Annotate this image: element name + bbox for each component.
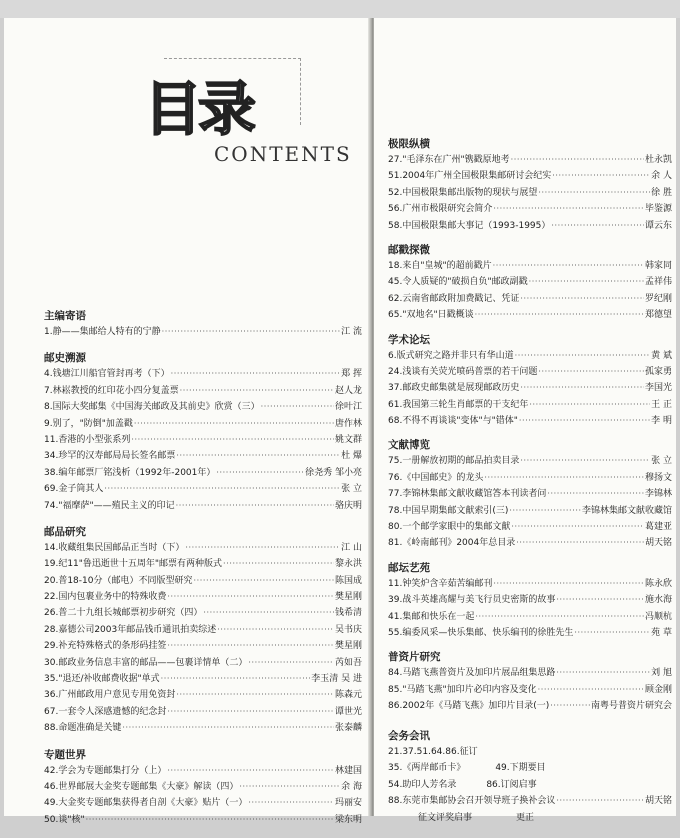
toc-entry <box>44 622 362 638</box>
entry-author: 南粤号普资片研究会 <box>590 701 672 712</box>
entry-title: 76.《中国邮史》的龙头 <box>388 472 484 483</box>
entry-title: 81.《岭南邮刊》2004年总目录 <box>388 538 516 549</box>
dot-leader <box>556 665 650 681</box>
dot-leader <box>193 573 334 589</box>
entry-title: 4.钱塘江川船官管封再考（下） <box>44 369 170 380</box>
toc-entry <box>388 274 672 290</box>
dot-leader <box>248 655 334 671</box>
entry-title: 68.不得不再谈谈"变体"与"错体" <box>388 416 518 427</box>
entry-author: 郑德望 <box>644 310 672 321</box>
entry-author: 梁东明 <box>334 814 362 825</box>
entry-title: 38.编年邮票厂铭浅析（1992年-2001年） <box>44 467 216 478</box>
dot-leader <box>538 682 644 698</box>
entry-author: 钱希清 <box>334 608 362 619</box>
toc-entry <box>388 625 672 641</box>
toc-entry <box>388 413 672 429</box>
dot-leader <box>131 432 334 448</box>
toc-entry <box>44 416 362 432</box>
dot-leader <box>547 486 644 502</box>
entry-author: 郑 挥 <box>341 369 362 380</box>
section-title: 专题世界 <box>44 748 86 761</box>
entry-author: 林建国 <box>334 765 362 776</box>
entry-title: 61.我国第三轮生肖邮票的干支纪年 <box>388 399 529 410</box>
dot-leader <box>176 498 334 514</box>
entry-title: 52.中国极限集邮出版物的现状与展望 <box>388 187 538 198</box>
entry-title: 74."福摩萨"——殖民主义的印记 <box>44 500 175 511</box>
entry-title: 18.来自"皇城"的超前戳片 <box>388 260 492 271</box>
toc-entry <box>44 638 362 654</box>
toc-entry <box>44 432 362 448</box>
dot-leader <box>223 556 334 572</box>
toc-entry <box>388 519 672 535</box>
top-margin <box>0 0 680 18</box>
entry-author: 张 立 <box>341 484 362 495</box>
dot-leader <box>520 380 644 396</box>
dot-leader <box>475 609 644 625</box>
dot-leader <box>161 671 311 687</box>
toc-entry <box>44 704 362 720</box>
right-page <box>374 18 676 823</box>
entry-author: 杜 爆 <box>341 451 362 462</box>
dot-leader <box>86 812 334 828</box>
entry-author: 黄 斌 <box>651 350 672 361</box>
dot-leader <box>538 185 650 201</box>
dot-leader <box>493 201 644 217</box>
contents-logo-en: CONTENTS <box>214 142 352 166</box>
entry-author: 徐尧秀 邹小亮 <box>305 467 362 478</box>
dot-leader <box>493 576 644 592</box>
dot-leader <box>538 364 644 380</box>
entry-author: 李锦林 <box>644 489 672 500</box>
entry-author: 张 立 <box>651 456 672 467</box>
entry-title: 8.国际大奖邮集《中国海关邮政及其前史》欣赏（三） <box>44 402 260 413</box>
entry-author: 唐作林 <box>334 418 362 429</box>
dot-leader <box>556 592 644 608</box>
section-title: 普资片研究 <box>388 651 441 664</box>
toc-entry <box>388 665 672 681</box>
toc-entry <box>44 556 362 572</box>
entry-title: 42.学会为专题邮集打分（上） <box>44 765 167 776</box>
entry-author: 陈永欣 <box>644 578 672 589</box>
entry-title: 11.钟笑炉含辛茹苦编邮刊 <box>388 578 493 589</box>
dot-leader <box>185 540 340 556</box>
dot-leader <box>511 152 644 168</box>
dot-leader <box>551 218 644 234</box>
toc-entry <box>44 448 362 464</box>
entry-title: 49.大金奖专题邮集获得者自剖《大豪》贴片（一） <box>44 798 248 809</box>
dot-leader <box>104 481 340 497</box>
entry-title: 6.版式研究之路并非只有华山道 <box>388 350 514 361</box>
toc-entry <box>388 609 672 625</box>
toc-section <box>388 560 672 642</box>
toc-entry <box>388 453 672 469</box>
entry-author: 李 明 <box>651 416 672 427</box>
dot-leader <box>519 413 650 429</box>
toc-section <box>388 437 672 551</box>
dot-leader <box>511 519 644 535</box>
entry-author: 姚文群 <box>334 434 362 445</box>
dot-leader <box>529 397 650 413</box>
entry-author: 谭云东 <box>644 220 672 231</box>
section-title: 文献博览 <box>388 439 430 452</box>
toc-entry <box>388 503 672 519</box>
entry-title: 35."退还/补收邮费收据"单式 <box>44 674 160 685</box>
toc-section <box>44 350 362 514</box>
toc-entry <box>44 573 362 589</box>
entry-author: 樊星刚 <box>334 592 362 603</box>
entry-author: 韩家同 <box>644 260 672 271</box>
toc-entry <box>44 465 362 481</box>
entry-author: 王 正 <box>651 399 672 410</box>
entry-title: 37.邮政史邮集就是展现邮政历史 <box>388 383 520 394</box>
toc-section <box>388 136 672 234</box>
entry-title: 78.中国早期集邮文献索引(三) <box>388 505 509 516</box>
dot-leader <box>493 258 644 274</box>
dot-leader <box>484 470 644 486</box>
entry-author: 樊星刚 <box>334 641 362 652</box>
section-title: 邮史溯源 <box>44 352 86 365</box>
dot-leader <box>217 622 334 638</box>
toc-entry <box>388 682 672 698</box>
dot-leader <box>509 503 581 519</box>
entry-author: 吴书庆 <box>334 624 362 635</box>
toc-entry <box>388 364 672 380</box>
entry-title: 9.别了，"防倒"加盖戳 <box>44 418 133 429</box>
entry-title: 34.珍罕的汉寿邮局局长签名邮票 <box>44 451 176 462</box>
huiwu-line: 征文评奖启事 更正 <box>418 812 535 823</box>
dot-leader <box>516 535 644 551</box>
dot-leader <box>216 465 304 481</box>
toc-entry <box>44 812 362 828</box>
entry-title: 41.集邮和快乐在一起 <box>388 611 475 622</box>
toc-entry <box>44 324 362 340</box>
contents-logo-cn: 目录 <box>144 75 253 143</box>
entry-author: 芮如吾 <box>334 657 362 668</box>
entry-author: 施水海 <box>644 595 672 606</box>
dot-leader <box>171 366 341 382</box>
entry-author: 刘 旭 <box>651 668 672 679</box>
entry-title: 51.2004年广州全国极限集邮研讨会纪实 <box>388 171 552 182</box>
entry-author: 顾金刚 <box>644 684 672 695</box>
entry-author: 赵人龙 <box>334 385 362 396</box>
toc-entry <box>44 589 362 605</box>
entry-title: 88.命题准确是关键 <box>44 723 122 734</box>
entry-title: 77.李锦林集邮文献收藏馆答本刊读者问 <box>388 489 547 500</box>
entry-title: 62.云南省邮政附加费戳记、凭证 <box>388 293 520 304</box>
entry-title: 69.金子筒其人 <box>44 484 104 495</box>
entry-title: 24.浅谈有关荧光喷码普票的若干问题 <box>388 366 538 377</box>
section-title: 学术论坛 <box>388 333 430 346</box>
toc-entry <box>44 720 362 736</box>
entry-author: 江 山 <box>341 542 362 553</box>
entry-author: 徐叶江 <box>334 402 362 413</box>
entry-title: 7.林崧教授的红印花小四分复盖票 <box>44 385 179 396</box>
dot-leader <box>520 453 650 469</box>
entry-title: 85."马踏飞燕"加印片必印内容及变化 <box>388 684 537 695</box>
toc-entry <box>388 380 672 396</box>
toc-section <box>388 242 672 324</box>
left-toc-column <box>44 308 362 838</box>
entry-author: 余 海 <box>341 781 362 792</box>
entry-title: 28.嘉德公司2003年邮品钱币通讯拍卖综述 <box>44 624 217 635</box>
entry-title: 56.广州市极限研究会简介 <box>388 204 493 215</box>
toc-entry <box>44 540 362 556</box>
section-title: 邮品研究 <box>44 525 86 538</box>
entry-title: 67.一套令人深感遗憾的纪念封 <box>44 706 167 717</box>
toc-entry <box>388 152 672 168</box>
entry-author: 李国光 <box>644 383 672 394</box>
dot-leader <box>167 763 334 779</box>
entry-title: 20.普18-10分（邮电）不同版型研究 <box>44 575 193 586</box>
toc-entry <box>388 258 672 274</box>
entry-title: 50.谈"核" <box>44 814 85 825</box>
toc-entry: 88.东莞市集邮协会召开领导班子换补会议 ····· 胡天铭 <box>388 793 672 809</box>
toc-section <box>44 524 362 737</box>
entry-title: 55.编委风采—快乐集邮、快乐编刊的徐胜先生 <box>388 627 574 638</box>
entry-author: 杜永凯 <box>644 155 672 165</box>
toc-entry <box>388 307 672 323</box>
entry-author: 余 人 <box>651 171 672 182</box>
entry-author: 冯顺杭 <box>644 611 672 622</box>
entry-title: 22.国内包裹业务中的特殊收费 <box>44 592 167 603</box>
toc-entry <box>44 671 362 687</box>
toc-entry <box>388 592 672 608</box>
entry-title: 19.纪11"鲁迅逝世十五周年"邮票有两种版式 <box>44 559 223 570</box>
dot-leader <box>515 348 651 364</box>
entry-title: 11.香港的小型张系列 <box>44 434 131 445</box>
toc-section <box>44 308 362 340</box>
entry-title: 29.补充特殊格式的条形码挂签 <box>44 641 167 652</box>
dot-leader <box>248 795 334 811</box>
entry-title: 65."双地名"日戳概谈 <box>388 310 474 321</box>
entry-title: 58.中国极限集邮大事记（1993-1995） <box>388 220 551 231</box>
dot-leader <box>162 324 341 340</box>
toc-entry <box>388 291 672 307</box>
toc-entry <box>44 763 362 779</box>
entry-author: 葛建亚 <box>644 522 672 533</box>
dot-leader <box>520 291 644 307</box>
toc-section <box>388 649 672 714</box>
entry-author: 苑 草 <box>651 627 672 638</box>
dot-leader <box>529 274 644 290</box>
huiwu-line: 21.37.51.64.86.征订 <box>388 747 478 757</box>
entry-author: 李玉清 吴 进 <box>311 674 362 685</box>
entry-author: 骆庆明 <box>334 500 362 511</box>
toc-entry <box>388 535 672 551</box>
entry-title: 84.马踏飞燕普资片及加印片展品组集思路 <box>388 668 556 679</box>
entry-title: 75.一册解放初期的邮品拍卖目录 <box>388 456 520 467</box>
entry-author: 陈森元 <box>334 690 362 701</box>
entry-author: 毕鉴源 <box>644 204 672 215</box>
toc-entry <box>388 185 672 201</box>
entry-title: 86.2002年《马踏飞燕》加印片目录(一) <box>388 701 550 712</box>
dot-leader <box>180 383 334 399</box>
entry-title: 46.世界邮展大金奖专题邮集《大豪》解读（四） <box>44 781 239 792</box>
entry-author: 孤家勇 <box>644 366 672 377</box>
toc-entry <box>388 201 672 217</box>
dot-leader <box>176 687 334 703</box>
entry-author: 黎永洪 <box>334 559 362 570</box>
section-title: 极限纵横 <box>388 138 430 150</box>
entry-author: 胡天铭 <box>644 538 672 549</box>
huiwu-line: 54.助印人芳名录 86.订阅启事 <box>388 779 537 790</box>
entry-author: 陈国成 <box>334 575 362 586</box>
toc-entry <box>388 348 672 364</box>
entry-title: 14.收藏组集民国邮品正当时（下） <box>44 542 185 553</box>
dot-leader <box>122 720 334 736</box>
dot-leader <box>239 779 340 795</box>
section-huiwu <box>388 728 672 826</box>
toc-entry <box>44 498 362 514</box>
toc-entry <box>44 383 362 399</box>
dot-leader <box>261 399 334 415</box>
entry-title: 30.邮政业务信息丰富的邮品——包裹详情单（二） <box>44 657 248 668</box>
section-title: 会务会讯 <box>388 730 430 742</box>
toc-entry <box>388 698 672 714</box>
dot-leader <box>167 704 334 720</box>
entry-title: 80.一个邮学家眼中的集邮文献 <box>388 522 511 533</box>
toc-entry <box>44 655 362 671</box>
toc-entry <box>388 168 672 184</box>
dot-leader <box>552 168 650 184</box>
entry-title: 1.静——集邮给人特有的宁静 <box>44 327 161 337</box>
toc-entry <box>388 397 672 413</box>
entry-author: 罗纪刚 <box>644 293 672 304</box>
dot-leader <box>574 625 650 641</box>
entry-author: 张泰麟 <box>334 723 362 734</box>
entry-title: 45.令人质疑的"破损自负"邮政副戳 <box>388 277 528 288</box>
toc-entry <box>44 399 362 415</box>
left-page <box>4 18 370 825</box>
dot-leader <box>550 698 590 714</box>
entry-title: 27."毛泽东在广州"镌戳原地考 <box>388 155 510 165</box>
entry-author: 玛丽安 <box>334 798 362 809</box>
entry-author: 徐 胜 <box>651 187 672 198</box>
toc-section <box>388 332 672 430</box>
dot-leader <box>203 605 334 621</box>
entry-author: 李锦林集邮文献收藏馆 <box>581 505 672 516</box>
toc-entry <box>44 795 362 811</box>
dot-leader <box>167 589 334 605</box>
entry-author: 江 流 <box>341 327 362 337</box>
toc-entry <box>44 687 362 703</box>
toc-entry <box>44 366 362 382</box>
right-toc-column <box>388 136 672 723</box>
toc-entry <box>44 779 362 795</box>
entry-author: 穆扬文 <box>644 472 672 483</box>
entry-title: 36.广州邮政用户意见专用免资封 <box>44 690 176 701</box>
entry-author: 孟祥伟 <box>644 277 672 288</box>
section-title: 邮戳探微 <box>388 243 430 256</box>
toc-entry <box>388 486 672 502</box>
section-title: 邮坛艺苑 <box>388 561 430 574</box>
section-title: 主编寄语 <box>44 310 86 322</box>
entry-author: 谭世光 <box>334 706 362 717</box>
toc-entry <box>44 481 362 497</box>
toc-entry <box>388 470 672 486</box>
entry-title: 26.普二十九组长城邮票初步研究（四） <box>44 608 203 619</box>
dot-leader <box>167 638 334 654</box>
dot-leader <box>475 307 644 323</box>
toc-entry <box>388 218 672 234</box>
dot-leader <box>176 448 340 464</box>
huiwu-line: 35.《两岸邮币卡》 49.下期要目 <box>388 763 546 774</box>
entry-title: 39.战斗英雄高耀与美飞行员史密斯的故事 <box>388 595 556 606</box>
toc-entry <box>388 576 672 592</box>
dot-leader <box>134 416 334 432</box>
toc-entry <box>44 605 362 621</box>
